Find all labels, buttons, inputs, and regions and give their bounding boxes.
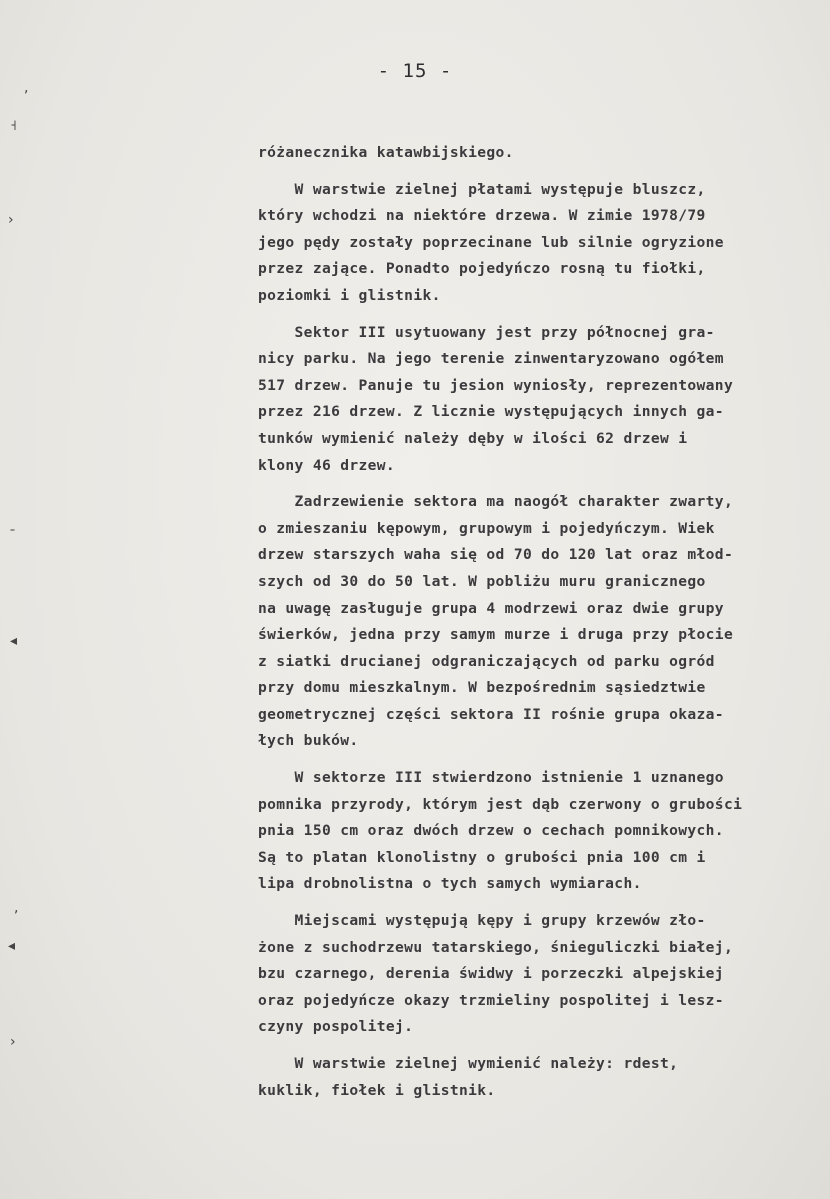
body-text xyxy=(258,140,818,1114)
text-line: Zadrzewienie sektora ma naogół charakter zwarty, xyxy=(258,493,734,511)
paragraph xyxy=(258,140,818,167)
text-line: pomnika przyrody, którym jest dąb czerwony o grubości xyxy=(258,795,743,813)
text-line: szych od 30 do 50 lat. W pobliżu muru granicznego xyxy=(258,572,706,590)
text-line: jego pędy zostały poprzecinane lub silnie ogryzione xyxy=(258,233,724,251)
text-line: W warstwie zielnej płatami występuje bluszcz, xyxy=(258,180,706,198)
text-line: Sektor III usytuowany jest przy północnej gra- xyxy=(258,323,715,341)
text-line: łych buków. xyxy=(258,732,359,750)
margin-mark: ˉ xyxy=(9,528,16,544)
margin-mark: , xyxy=(24,80,29,96)
text-line: tunków wymienić należy dęby w ilości 62 drzew i xyxy=(258,429,688,447)
text-line: poziomki i glistnik. xyxy=(258,286,441,304)
margin-mark: ◂ xyxy=(10,633,18,649)
text-line: klony 46 drzew. xyxy=(258,456,396,474)
margin-mark: , xyxy=(14,900,19,916)
margin-mark: › xyxy=(10,1034,16,1050)
text-line: różanecznika katawbijskiego. xyxy=(258,144,514,161)
text-line: oraz pojedyńcze okazy trzmieliny pospolitej i lesz- xyxy=(258,991,724,1009)
text-line: na uwagę zasługuje grupa 4 modrzewi oraz dwie grupy xyxy=(258,599,724,617)
paragraph xyxy=(258,177,818,310)
text-line: o zmieszaniu kępowym, grupowym i pojedyńczym. Wiek xyxy=(258,519,715,537)
text-line: świerków, jedna przy samym murze i druga przy płocie xyxy=(258,626,734,644)
text-line: przez 216 drzew. Z licznie występujących innych ga- xyxy=(258,403,724,421)
text-line: drzew starszych waha się od 70 do 120 lat oraz młod- xyxy=(258,546,734,564)
text-line: który wchodzi na niektóre drzewa. W zimie 1978/79 xyxy=(258,207,706,225)
text-line: Są to platan klonolistny o grubości pnia 100 cm i xyxy=(258,848,706,866)
text-line: przez zające. Ponadto pojedyńczo rosną tu fiołki, xyxy=(258,260,706,278)
margin-mark: ˧ xyxy=(10,118,17,134)
paragraph xyxy=(258,320,818,480)
text-line: bzu czarnego, derenia świdwy i porzeczki alpejskiej xyxy=(258,965,724,983)
paragraph xyxy=(258,1051,818,1104)
text-line: Miejscami występują kępy i grupy krzewów zło- xyxy=(258,912,706,930)
text-line: z siatki drucianej odgraniczających od parku ogród xyxy=(258,652,715,670)
text-line: przy domu mieszkalnym. W bezpośrednim sąsiedztwie xyxy=(258,679,706,697)
text-line: W warstwie zielnej wymienić należy: rdest, xyxy=(258,1055,679,1072)
text-line: kuklik, fiołek i glistnik. xyxy=(258,1081,496,1099)
text-line: 517 drzew. Panuje tu jesion wyniosły, reprezentowany xyxy=(258,376,734,394)
text-line: lipa drobnolistna o tych samych wymiarach. xyxy=(258,875,642,893)
paragraph xyxy=(258,489,818,755)
text-line: czyny pospolitej. xyxy=(258,1018,414,1036)
paragraph xyxy=(258,908,818,1041)
text-line: W sektorze III stwierdzono istnienie 1 uznanego xyxy=(258,769,724,787)
text-line: żone z suchodrzewu tatarskiego, śnieguliczki białej, xyxy=(258,938,734,956)
margin-mark: › xyxy=(8,212,14,228)
page-number: - 15 - xyxy=(377,60,453,82)
margin-mark: ◂ xyxy=(8,938,16,954)
text-line: nicy parku. Na jego terenie zinwentaryzowano ogółem xyxy=(258,350,724,368)
paragraph xyxy=(258,765,818,898)
text-line: geometrycznej części sektora II rośnie grupa okaza- xyxy=(258,705,724,723)
text-line: pnia 150 cm oraz dwóch drzew o cechach pomnikowych. xyxy=(258,822,724,840)
